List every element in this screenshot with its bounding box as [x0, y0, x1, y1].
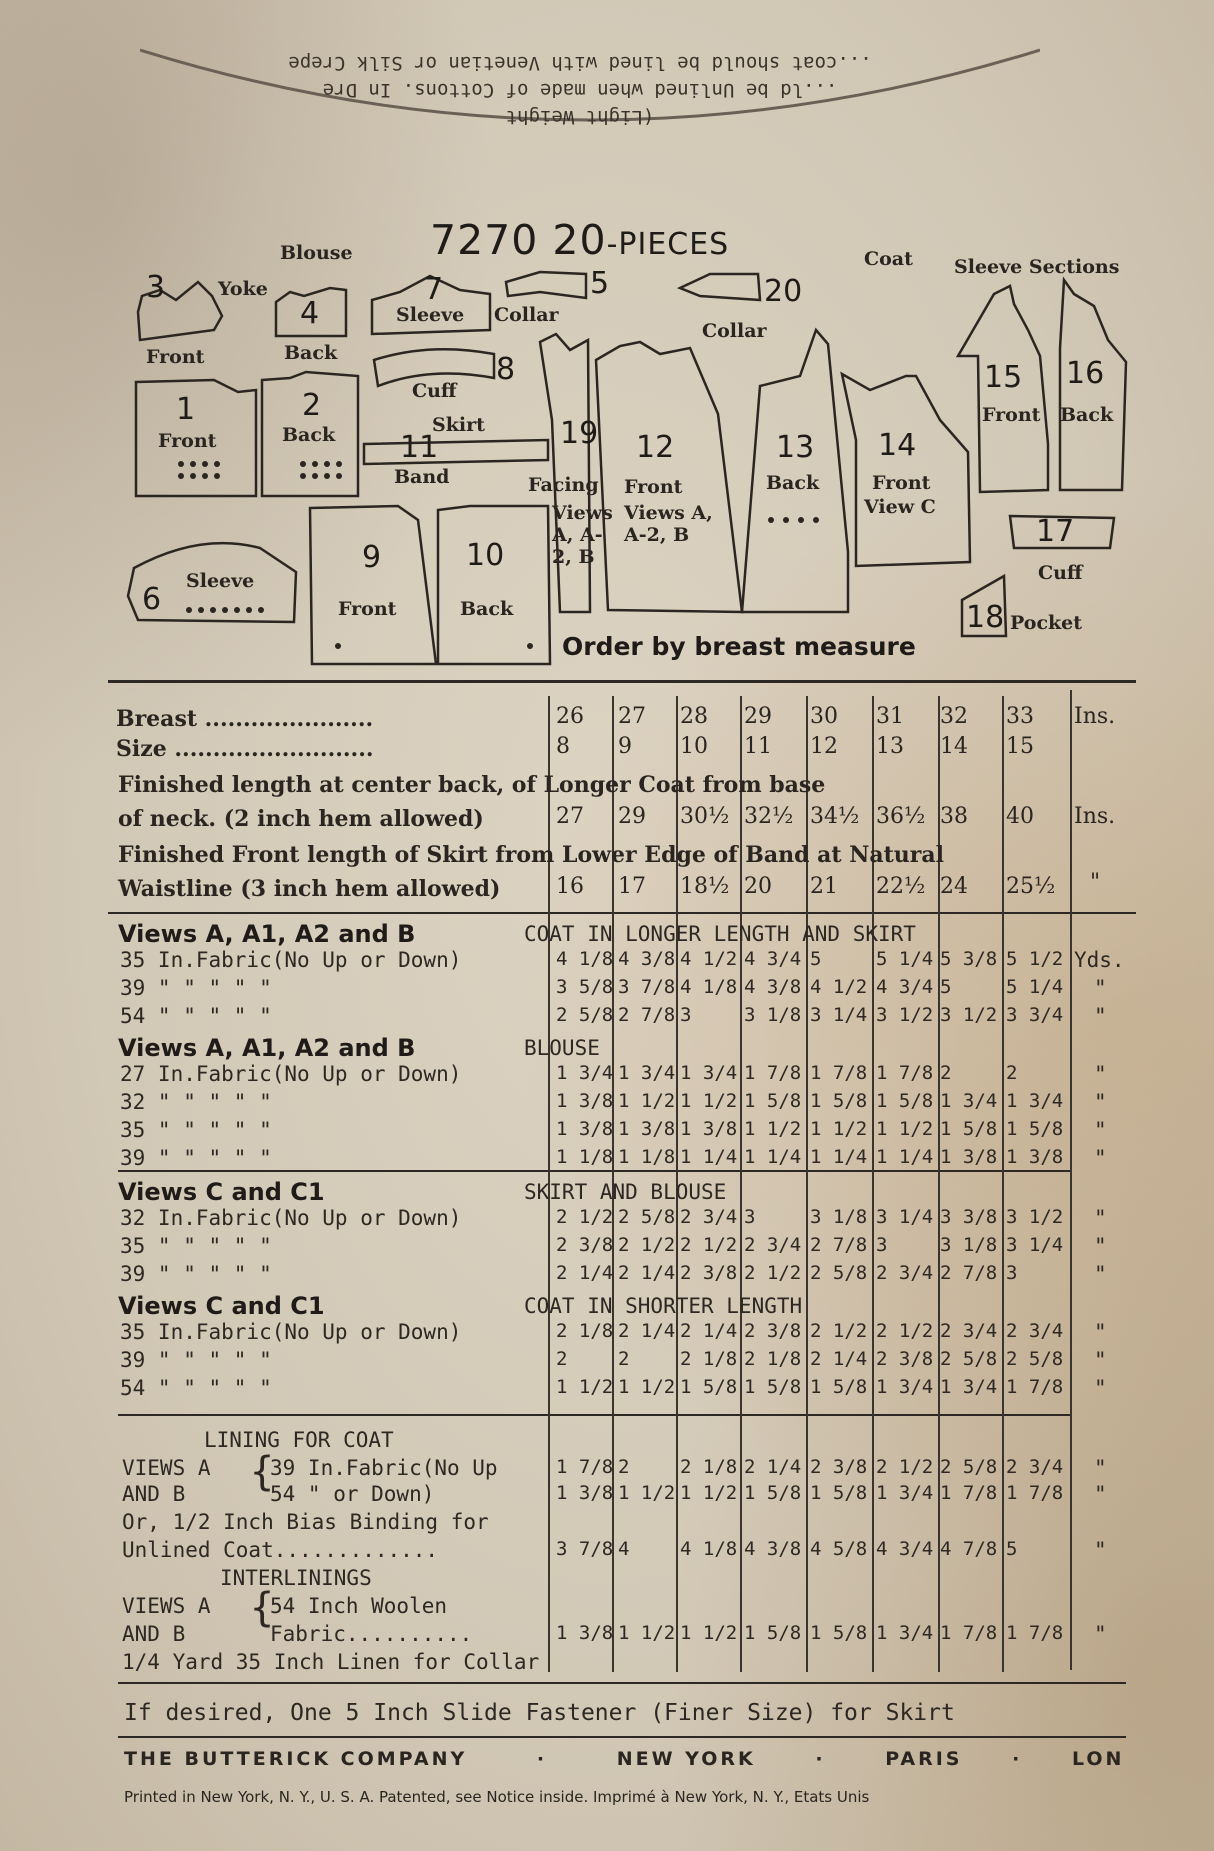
- yardage-value: 1 1/4: [744, 1146, 802, 1168]
- breast-value: 26: [556, 704, 584, 729]
- yardage-value: 1 3/8: [556, 1118, 614, 1140]
- coat-length-label-1: Finished length at center back, of Longer Coat from base: [118, 772, 826, 798]
- lining-bias-value: 4 3/8: [744, 1538, 802, 1560]
- lining-bias-value: 5: [1006, 1538, 1018, 1560]
- yardage-value: 2 1/2: [556, 1206, 614, 1228]
- yardage-value: 1 5/8: [940, 1118, 998, 1140]
- fabric-row-label: 35 In.Fabric(No Up or Down): [120, 1320, 462, 1344]
- piece-12-views: Views A, A-2, B: [624, 502, 713, 546]
- yardage-value: 1 1/2: [680, 1090, 738, 1112]
- fabric-row-label: 32 " " " " ": [120, 1090, 272, 1114]
- yardage-value: 2 1/4: [618, 1320, 676, 1342]
- ditto-mark: ": [1094, 1320, 1107, 1344]
- group-subtitle: SKIRT AND BLOUSE: [524, 1180, 727, 1204]
- size-value: 13: [876, 734, 904, 759]
- yardage-value: 2 5/8: [940, 1348, 998, 1370]
- ins-unit-2: Ins.: [1074, 804, 1116, 829]
- lining-row2-value: 1 3/8: [556, 1482, 614, 1504]
- city-london: LON: [1071, 1748, 1125, 1770]
- yardage-value: 4 3/4: [876, 976, 934, 998]
- fabric-row-label: 35 " " " " ": [120, 1118, 272, 1142]
- group-view-heading: Views A, A1, A2 and B: [118, 1034, 416, 1062]
- piece-14-label: Front: [872, 472, 931, 494]
- piece-9-label: Front: [338, 598, 397, 620]
- lining-bias-value: 3 7/8: [556, 1538, 614, 1560]
- lining-bias-value: 4 1/8: [680, 1538, 738, 1560]
- piece-11-outline: [364, 440, 548, 464]
- yardage-value: 2: [1006, 1062, 1018, 1084]
- yardage-value: 3 1/8: [940, 1234, 998, 1256]
- bias-line-2: Unlined Coat.............: [122, 1538, 439, 1562]
- yardage-value: 3 1/2: [1006, 1206, 1064, 1228]
- piece-5-outline: [506, 272, 586, 298]
- lining-inter-value: 1 1/2: [618, 1622, 676, 1644]
- coat-length-value: 30½: [680, 804, 730, 829]
- coat-length-value: 27: [556, 804, 584, 829]
- lining-row2-value: 1 1/2: [618, 1482, 676, 1504]
- yardage-value: 1 3/4: [940, 1090, 998, 1112]
- yardage-value: 2 1/2: [876, 1320, 934, 1342]
- yardage-value: 3 3/8: [940, 1206, 998, 1228]
- lining-row2-label: 54 " or Down): [270, 1482, 435, 1506]
- yardage-value: 1 5/8: [680, 1376, 738, 1398]
- lining-row1-value: 2: [618, 1456, 630, 1478]
- lining-row1-value: 2 1/8: [680, 1456, 738, 1478]
- yardage-value: 2 3/8: [876, 1348, 934, 1370]
- yardage-value: 2 1/4: [556, 1262, 614, 1284]
- coat-length-value: 40: [1006, 804, 1034, 829]
- coat-length-value: 32½: [744, 804, 794, 829]
- pattern-number: 7270: [430, 216, 539, 264]
- lining-row1-value: 1 7/8: [556, 1456, 614, 1478]
- blouse-heading: Blouse: [280, 242, 353, 264]
- lining-row1-label: 39 In.Fabric(No Up: [270, 1456, 498, 1480]
- fabric-row-label: 35 In.Fabric(No Up or Down): [120, 948, 462, 972]
- yds-unit: Yds.: [1074, 948, 1125, 972]
- fabric-row-label: 39 " " " " ": [120, 1348, 272, 1372]
- breast-row-label: Breast ......................: [116, 706, 374, 732]
- rule-2: [118, 1170, 1072, 1172]
- yardage-value: 1 1/4: [810, 1146, 868, 1168]
- yardage-value: 1 3/4: [556, 1062, 614, 1084]
- yardage-value: 2 3/8: [556, 1234, 614, 1256]
- piece-12-label: Front: [624, 476, 683, 498]
- piece-5-label: Collar: [494, 304, 559, 326]
- lining-row2-value: 1 3/4: [876, 1482, 934, 1504]
- ditto-mark: ": [1094, 1004, 1107, 1028]
- yardage-value: 2 5/8: [1006, 1348, 1064, 1370]
- lining-heading: LINING FOR COAT: [204, 1428, 394, 1452]
- yardage-value: 2 1/2: [680, 1234, 738, 1256]
- piece-6-label: Sleeve: [186, 570, 255, 592]
- ditto-mark: ": [1094, 1118, 1107, 1142]
- yardage-value: 1 1/2: [618, 1090, 676, 1112]
- breast-value: 29: [744, 704, 772, 729]
- fabric-row-label: 35 " " " " ": [120, 1234, 272, 1258]
- inter-label-2: Fabric..........: [270, 1622, 473, 1646]
- skirt-length-value: 22½: [876, 874, 926, 899]
- yardage-value: 3: [1006, 1262, 1018, 1284]
- size-value: 15: [1006, 734, 1034, 759]
- pattern-envelope: (Light Weight ...ld be Unlined when made of Cottons. In Dre ...coat should be lined with Venetian or Silk Crepe 7270 20-PIECES Blouse Coat Sleeve Sections 3 Yoke Front 4 Back 7 Sleeve Collar 5 20 Collar 8 Cuff 1 Front 2 Back Skirt 11 Band 19 Facing Views A, A-2, B 12 Front Views A, A-2, B 13 Back 14 Front View C 15 Front 16 Back 17 Cuff 18 Pocket 6 Sleeve 9 Front 10 Back Order by breast measure Breast ...................... Size .......................... Ins. Finished length at center back, of Longer Coat from base of neck. (2 inch hem allowed) Ins. Finished Front length of Skirt from Lower Edge of Band at Natural Waistline (3 inch hem allowed) " 26 27 28 29 30 31 32 33 8 9 10 11 12 13 14 15 27 29 30½ 32½ 34½ 36½ 38 40 16 17 18½ 20 21 22½ 24 25½ Views A, A1, A2 and B COAT IN LONGER LENGTH AND SKIRT 35 In.Fabric(No Up or Down) 4 1/8 4 3/8 4 1/2 4 3/4 5 5 1/4 5 3/8 5 1/2 Yds. 39 " " " " " 3 5/8 3 7/8 4 1/8 4 3/8 4 1/2 4 3/4 5 5 1/4 " 54 " " " " " 2 5/8 2 7/8 3 3 1/8 3 1/4 3 1/2 3 1/2 3 3/4 " Views A, A1, A2 and B BLOUSE 27 In.Fabric(No Up or Down) 1 3/4 1 3/4 1 3/4 1 7/8 1 7/8 1 7/8 2 2 " 32 " " " " " 1 3/8 1 1/2 1 1/2 1 5/8 1 5/8 1 5/8 1 3/4 1 3/4 " 35 " " " " " 1 3/8 1 3/8 1 3/8 1 1/2 1 1/2 1 1/2 1 5/8 1 5/8 " 39 " " " " " 1 1/8 1 1/8 1 1/4 1 1/4 1 1/4 1 1/4 1 3/8 1 3/8 " Views C and C1 SKIRT AND BLOUSE 32 In.Fabric(No Up or Down) 2 1/2 2 5/8 2 3/4 3 3 1/8 3 1/4 3 3/8 3 1/2 " 35 " " " " " 2 3/8 2 1/2 2 1/2 2 3/4 2 7/8 3 3 1/8 3 1/4 " 39 " " " " " 2 1/4 2 1/4 2 3/8 2 1/2 2 5/8 2 3/4 2 7/8 3 " Views C and C1 COAT IN SHORTER LENGTH 35 In.Fabric(No Up or Down) 2 1/8 2 1/4 2 1/4 2 3/8 2 1/2 2 1/2 2 3/4 2 3/4 " 39 " " " " " 2 2 2 1/8 2 1/8 2 1/4 2 3/8 2 5/8 2 5/8 " 54 " " " " " 1 1/2 1 1/2 1 5/8 1 5/8 1 5/8 1 3/4 1 3/4 1 7/8 " LINING FOR COAT VIEWS A AND B { 39 In.Fabric(No Up 54 " or Down) Or, 1/2 Inch Bias Binding for Unlined Coat............. INTERLININGS VIEWS A AND B { 54 Inch Woolen Fabric.......... 1/4 Yard 35 Inch Linen for Collar 1 7/8 2 2 1/8 2 1/4 2 3/8 2 1/2 2 5/8 2 3/4 " 1 3/8 1 1/2 1 1/2 1 5/8 1 5/8 1 3/4 1 7/8 1 7/8 " 3 7/8 4 4 1/8 4 3/8 4 5/8 4 3/4 4 7/8 5 " 1 3/8 1 1/2 1 1/2 1 5/8 1 5/8 1 3/4 1 7/8 1 7/8 " If desired, One 5 Inch Slide Fastener (Finer Size) for Skirt THE BUTTERICK COMPANY · NEW YORK · PARIS · LON Printed in New York, N. Y., U. S. A. Patented, see Notice inside. Imprimé à New York, N. Y., Etats Unis: [0, 0, 1214, 1851]
- breast-value: 31: [876, 704, 904, 729]
- piece-10-outline: [438, 506, 550, 664]
- sleeve-sections-heading: Sleeve Sections: [954, 256, 1120, 278]
- skirt-length-value: 18½: [680, 874, 730, 899]
- ditto-mark: ": [1094, 1090, 1107, 1114]
- ditto-mark: ": [1094, 976, 1107, 1000]
- yardage-value: 2 1/2: [618, 1234, 676, 1256]
- breast-value: 33: [1006, 704, 1034, 729]
- order-by-breast-note: Order by breast measure: [562, 632, 916, 661]
- rule-5: [118, 1736, 1126, 1738]
- collar-linen-note: 1/4 Yard 35 Inch Linen for Collar: [122, 1650, 540, 1674]
- lining-views-a: VIEWS A: [122, 1456, 211, 1480]
- column-rule: [1070, 690, 1072, 1670]
- piece-4-label: Back: [284, 342, 338, 364]
- ditto-mark: ": [1094, 1538, 1107, 1562]
- piece-20-outline: [680, 274, 760, 300]
- fabric-row-label: 54 " " " " ": [120, 1004, 272, 1028]
- yardage-value: 3 7/8: [618, 976, 676, 998]
- piece-11-label: Band: [394, 466, 450, 488]
- yardage-value: 2 3/4: [940, 1320, 998, 1342]
- yardage-value: 3 1/2: [876, 1004, 934, 1026]
- piece-1-label: Front: [158, 430, 217, 452]
- coat-length-value: 38: [940, 804, 968, 829]
- group-view-heading: Views C and C1: [118, 1292, 325, 1320]
- flap-line-3: ...coat should be lined with Venetian or Silk Crepe: [288, 52, 872, 74]
- yardage-value: 3: [876, 1234, 888, 1256]
- size-table-bottom-rule: [108, 912, 1136, 914]
- fabric-row-label: 39 " " " " ": [120, 1262, 272, 1286]
- yardage-value: 5 1/4: [876, 948, 934, 970]
- yardage-value: 4 3/8: [618, 948, 676, 970]
- yardage-value: 1 1/8: [556, 1146, 614, 1168]
- piece-13-label: Back: [766, 472, 820, 494]
- piece-19-label: Facing: [528, 474, 599, 496]
- ditto-mark: ": [1094, 1482, 1107, 1506]
- fabric-row-label: 32 In.Fabric(No Up or Down): [120, 1206, 462, 1230]
- yardage-value: 3 5/8: [556, 976, 614, 998]
- size-row-label: Size ..........................: [116, 736, 374, 762]
- yardage-value: 1 3/8: [556, 1090, 614, 1112]
- yardage-value: 3 3/4: [1006, 1004, 1064, 1026]
- yardage-value: 2 7/8: [940, 1262, 998, 1284]
- fastener-note: If desired, One 5 Inch Slide Fastener (Finer Size) for Skirt: [124, 1700, 955, 1726]
- piece-11-top-label: Skirt: [432, 414, 485, 436]
- ditto-mark: ": [1094, 1262, 1107, 1286]
- yardage-value: 3 1/4: [1006, 1234, 1064, 1256]
- lining-row2-value: 1 7/8: [1006, 1482, 1064, 1504]
- yardage-value: 2: [556, 1348, 568, 1370]
- lining-inter-value: 1 7/8: [940, 1622, 998, 1644]
- yardage-value: 1 1/8: [618, 1146, 676, 1168]
- yardage-value: 1 3/8: [940, 1146, 998, 1168]
- piece-19-views: Views A, A-2, B: [552, 502, 613, 568]
- ditto-mark: ": [1094, 1206, 1107, 1230]
- lining-row1-value: 2 1/4: [744, 1456, 802, 1478]
- piece-3-top-label: Yoke: [218, 278, 268, 300]
- yardage-value: 1 1/2: [744, 1118, 802, 1140]
- inter-label-1: 54 Inch Woolen: [270, 1594, 448, 1618]
- size-value: 8: [556, 734, 570, 759]
- yardage-value: 1 3/8: [1006, 1146, 1064, 1168]
- yardage-value: 1 5/8: [744, 1090, 802, 1112]
- skirt-length-value: 20: [744, 874, 772, 899]
- piece-3-label: Front: [146, 346, 205, 368]
- yardage-value: 3 1/8: [810, 1206, 868, 1228]
- yardage-value: 4 1/2: [680, 948, 738, 970]
- yardage-value: 4 3/4: [744, 948, 802, 970]
- group-subtitle: COAT IN SHORTER LENGTH: [524, 1294, 803, 1318]
- lining-row2-value: 1 5/8: [744, 1482, 802, 1504]
- footer-company-line: THE BUTTERICK COMPANY · NEW YORK · PARIS · LON: [124, 1748, 1125, 1770]
- lining-bias-value: 4 5/8: [810, 1538, 868, 1560]
- yardage-value: 2 1/4: [618, 1262, 676, 1284]
- yardage-value: 2: [618, 1348, 630, 1370]
- flap-line-2: ...ld be Unlined when made of Cottons. In Dre: [322, 79, 838, 101]
- yardage-value: 2 7/8: [618, 1004, 676, 1026]
- lining-row2-value: 1 5/8: [810, 1482, 868, 1504]
- lining-bias-value: 4 3/4: [876, 1538, 934, 1560]
- skirt-length-value: 17: [618, 874, 646, 899]
- group-view-heading: Views C and C1: [118, 1178, 325, 1206]
- yardage-value: 3: [680, 1004, 692, 1026]
- skirt-length-label-2: Waistline (3 inch hem allowed): [118, 876, 501, 902]
- skirt-length-value: 25½: [1006, 874, 1056, 899]
- yardage-value: 1 5/8: [744, 1376, 802, 1398]
- lining-row2-value: 1 1/2: [680, 1482, 738, 1504]
- yardage-value: 3 1/8: [744, 1004, 802, 1026]
- yardage-value: 4 3/8: [744, 976, 802, 998]
- group-subtitle: BLOUSE: [524, 1036, 600, 1060]
- piece-15-label: Front: [982, 404, 1041, 426]
- piece-20-label: Collar: [702, 320, 767, 342]
- yardage-value: 1 7/8: [744, 1062, 802, 1084]
- size-value: 12: [810, 734, 838, 759]
- size-value: 14: [940, 734, 968, 759]
- lining-row1-value: 2 3/4: [1006, 1456, 1064, 1478]
- coat-length-value: 36½: [876, 804, 926, 829]
- group-subtitle: COAT IN LONGER LENGTH AND SKIRT: [524, 922, 916, 946]
- piece-9-outline: [310, 506, 436, 664]
- skirt-length-value: 21: [810, 874, 838, 899]
- lining-inter-value: 1 3/4: [876, 1622, 934, 1644]
- ditto-mark: ": [1090, 870, 1101, 895]
- yardage-value: 4 1/8: [680, 976, 738, 998]
- lining-row1-value: 2 1/2: [876, 1456, 934, 1478]
- yardage-value: 2 3/4: [680, 1206, 738, 1228]
- yardage-value: 5: [810, 948, 822, 970]
- yardage-value: 2: [940, 1062, 952, 1084]
- skirt-length-value: 16: [556, 874, 584, 899]
- yardage-value: 5 3/8: [940, 948, 998, 970]
- lining-inter-value: 1 7/8: [1006, 1622, 1064, 1644]
- lining-row1-value: 2 5/8: [940, 1456, 998, 1478]
- size-value: 10: [680, 734, 708, 759]
- coat-length-value: 34½: [810, 804, 860, 829]
- piece-19-outline: [540, 334, 590, 612]
- yardage-value: 2 1/8: [680, 1348, 738, 1370]
- rule-4: [118, 1682, 1126, 1684]
- company-name: THE BUTTERICK COMPANY: [124, 1748, 468, 1770]
- yardage-value: 3 1/2: [940, 1004, 998, 1026]
- piece-14-outline: [842, 374, 970, 566]
- bias-line-1: Or, 1/2 Inch Bias Binding for: [122, 1510, 489, 1534]
- inter-and-b: AND B: [122, 1622, 186, 1646]
- piece-13-outline: [742, 330, 848, 612]
- lining-inter-value: 1 3/8: [556, 1622, 614, 1644]
- ditto-mark: ": [1094, 1234, 1107, 1258]
- yardage-value: 3: [744, 1206, 756, 1228]
- breast-value: 32: [940, 704, 968, 729]
- yardage-value: 1 5/8: [810, 1376, 868, 1398]
- ditto-mark: ": [1094, 1146, 1107, 1170]
- piece-16-label: Back: [1060, 404, 1114, 426]
- city-new-york: NEW YORK: [616, 1748, 756, 1770]
- yardage-value: 2 3/8: [744, 1320, 802, 1342]
- piece-18-label: Pocket: [1010, 612, 1083, 634]
- yardage-value: 1 1/4: [876, 1146, 934, 1168]
- yardage-value: 2 1/8: [744, 1348, 802, 1370]
- yardage-value: 1 3/8: [618, 1118, 676, 1140]
- yardage-value: 1 1/2: [618, 1376, 676, 1398]
- skirt-length-label-1: Finished Front length of Skirt from Lower Edge of Band at Natural: [118, 842, 944, 868]
- yardage-value: 2 1/2: [744, 1262, 802, 1284]
- rule-3: [118, 1414, 1072, 1416]
- ditto-mark: ": [1094, 1376, 1107, 1400]
- inter-views-a: VIEWS A: [122, 1594, 211, 1618]
- breast-value: 30: [810, 704, 838, 729]
- yardage-value: 2 3/8: [680, 1262, 738, 1284]
- yardage-value: 1 3/4: [680, 1062, 738, 1084]
- yardage-value: 5 1/2: [1006, 948, 1064, 970]
- table-top-rule: [108, 680, 1136, 683]
- yardage-value: 2 3/4: [1006, 1320, 1064, 1342]
- yardage-value: 1 3/4: [876, 1376, 934, 1398]
- lining-inter-value: 1 5/8: [810, 1622, 868, 1644]
- fabric-row-label: 54 " " " " ": [120, 1376, 272, 1400]
- skirt-length-value: 24: [940, 874, 968, 899]
- coat-heading: Coat: [864, 248, 913, 270]
- yardage-value: 2 5/8: [618, 1206, 676, 1228]
- coat-length-value: 29: [618, 804, 646, 829]
- coat-length-label-2: of neck. (2 inch hem allowed): [118, 806, 484, 832]
- group-view-heading: Views A, A1, A2 and B: [118, 920, 416, 948]
- yardage-value: 2 5/8: [556, 1004, 614, 1026]
- pieces-count: 20: [552, 216, 607, 264]
- lining-row2-value: 1 7/8: [940, 1482, 998, 1504]
- size-value: 9: [618, 734, 632, 759]
- yardage-value: 1 1/4: [680, 1146, 738, 1168]
- yardage-value: 1 7/8: [876, 1062, 934, 1084]
- piece-14-views: View C: [864, 496, 936, 518]
- yardage-value: 2 7/8: [810, 1234, 868, 1256]
- breast-value: 27: [618, 704, 646, 729]
- piece-17-label: Cuff: [1038, 562, 1083, 584]
- yardage-value: 1 1/2: [556, 1376, 614, 1398]
- flap-line-1: (Light Weight: [505, 106, 655, 128]
- yardage-value: 2 5/8: [810, 1262, 868, 1284]
- yardage-value: 1 5/8: [876, 1090, 934, 1112]
- yardage-value: 2 1/8: [556, 1320, 614, 1342]
- yardage-value: 5: [940, 976, 952, 998]
- yardage-value: 2 1/2: [810, 1320, 868, 1342]
- yardage-value: 5 1/4: [1006, 976, 1064, 998]
- ins-unit-1: Ins.: [1074, 704, 1116, 729]
- pieces-label: -PIECES: [606, 227, 730, 262]
- yardage-value: 1 3/8: [680, 1118, 738, 1140]
- yardage-value: 1 3/4: [1006, 1090, 1064, 1112]
- size-value: 11: [744, 734, 772, 759]
- lining-inter-value: 1 5/8: [744, 1622, 802, 1644]
- fabric-row-label: 27 In.Fabric(No Up or Down): [120, 1062, 462, 1086]
- ditto-mark: ": [1094, 1456, 1107, 1480]
- lining-bias-value: 4 7/8: [940, 1538, 998, 1560]
- interlinings-heading: INTERLININGS: [220, 1566, 372, 1590]
- lining-row1-value: 2 3/8: [810, 1456, 868, 1478]
- fabric-row-label: 39 " " " " ": [120, 976, 272, 1000]
- yardage-value: 1 3/4: [618, 1062, 676, 1084]
- yardage-value: 1 5/8: [1006, 1118, 1064, 1140]
- lining-bias-value: 4: [618, 1538, 630, 1560]
- yardage-value: 4 1/8: [556, 948, 614, 970]
- column-rule: [1002, 696, 1004, 1672]
- printed-notice: Printed in New York, N. Y., U. S. A. Patented, see Notice inside. Imprimé à New York, N. Y., Etats Unis: [124, 1788, 870, 1806]
- yardage-value: 2 1/4: [680, 1320, 738, 1342]
- yardage-value: 1 1/2: [876, 1118, 934, 1140]
- breast-value: 28: [680, 704, 708, 729]
- piece-8-label: Cuff: [412, 380, 457, 402]
- yardage-value: 1 1/2: [810, 1118, 868, 1140]
- yardage-value: 1 7/8: [810, 1062, 868, 1084]
- yardage-value: 2 3/4: [744, 1234, 802, 1256]
- yardage-value: 2 3/4: [876, 1262, 934, 1284]
- yardage-value: 2 1/4: [810, 1348, 868, 1370]
- ditto-mark: ": [1094, 1622, 1107, 1646]
- lining-and-b: AND B: [122, 1482, 186, 1506]
- piece-10-label: Back: [460, 598, 514, 620]
- yardage-value: 1 5/8: [810, 1090, 868, 1112]
- piece-7-label: Sleeve: [396, 304, 465, 326]
- lining-inter-value: 1 1/2: [680, 1622, 738, 1644]
- piece-2-label: Back: [282, 424, 336, 446]
- yardage-value: 1 7/8: [1006, 1376, 1064, 1398]
- ditto-mark: ": [1094, 1348, 1107, 1372]
- ditto-mark: ": [1094, 1062, 1107, 1086]
- fabric-row-label: 39 " " " " ": [120, 1146, 272, 1170]
- yardage-value: 1 3/4: [940, 1376, 998, 1398]
- yardage-value: 3 1/4: [876, 1206, 934, 1228]
- yardage-value: 3 1/4: [810, 1004, 868, 1026]
- city-paris: PARIS: [885, 1748, 963, 1770]
- yardage-value: 4 1/2: [810, 976, 868, 998]
